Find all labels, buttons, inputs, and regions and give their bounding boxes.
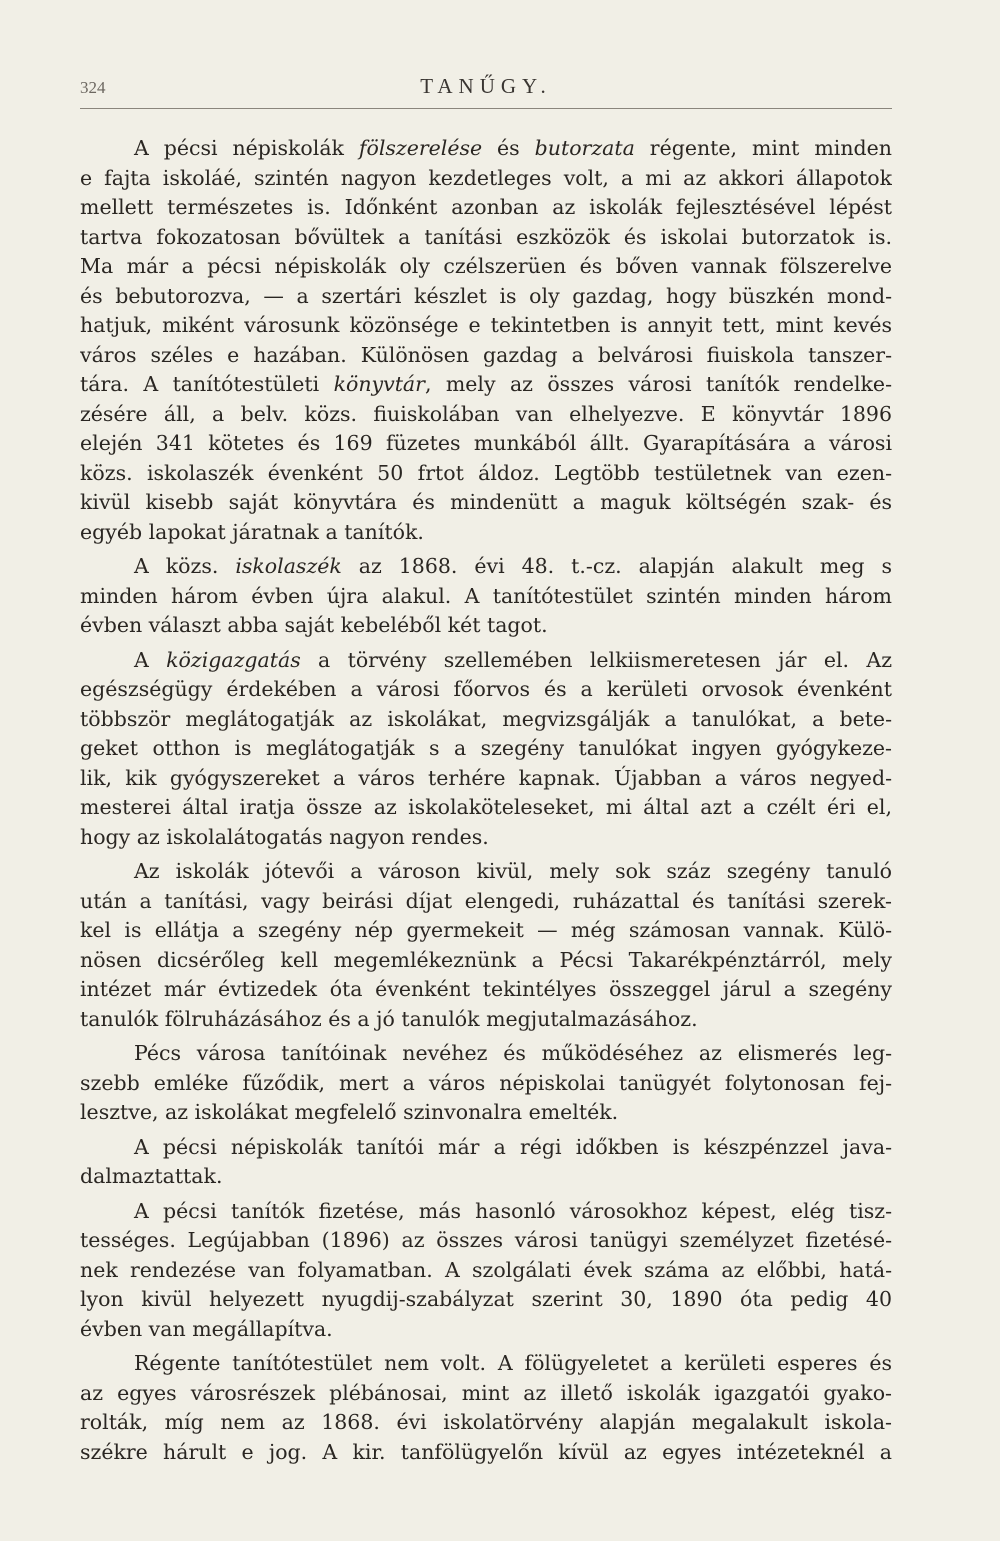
text-run: kivül kisebb saját könyvtára és mindenütt a maguk költségén szak- és [80, 490, 892, 514]
text-run: kel is ellátja a szegény nép gyermekeit — még számosan vannak. Külö- [80, 918, 892, 942]
text-run: mellett természetes is. Időnként azonban az iskolák fejlesztésével lépést [80, 195, 892, 219]
page-header [80, 70, 892, 109]
text-line [80, 646, 892, 676]
text-run: évben van megállapítva. [80, 1316, 333, 1341]
text-line [80, 734, 892, 764]
emphasized-term: fölszerelése [358, 136, 483, 160]
text-line [80, 1438, 892, 1468]
text-run: elején 341 kötetes és 169 füzetes munkából állt. Gyarapítására a városi [80, 431, 892, 455]
text-run: évben választ abba saját kebeléből két tagot. [80, 613, 548, 637]
text-line [80, 341, 892, 371]
text-line [80, 1039, 892, 1069]
emphasized-term: iskolaszék [235, 554, 342, 578]
text-line [80, 823, 892, 853]
text-run: régente, mint minden [634, 136, 892, 160]
text-line [80, 370, 892, 400]
text-run: város széles e hazában. Különösen gazdag a belvárosi fiuiskola tanszer- [80, 342, 892, 367]
text-run: zésére áll, a belv. közs. fiuiskolában van elhelyezve. E könyvtár 1896 [80, 401, 892, 426]
text-line [80, 582, 892, 612]
text-line [80, 1005, 892, 1035]
text-run: és bebutorozva, — a szertári készlet is oly gazdag, hogy büszkén mond- [80, 283, 892, 308]
text-line [80, 1285, 892, 1315]
text-run: tanulók fölruházásához és a jó tanulók megjutalmazásához. [80, 1006, 698, 1031]
text-line [80, 252, 892, 282]
text-run: lik, kik gyógyszereket a város terhére kapnak. Újabban a város negyed- [80, 765, 892, 790]
text-run: dalmaztattak. [80, 1164, 223, 1188]
text-line [80, 552, 892, 582]
text-line [80, 887, 892, 917]
text-run: hogy az iskolalátogatás nagyon rendes. [80, 824, 489, 849]
text-run: nösen dicsérőleg kell megemlékeznünk a Pécsi Takarékpénztárról, mely [80, 947, 892, 972]
text-run: A [134, 647, 167, 672]
text-run: szebb emléke fűződik, mert a város népiskolai tanügyét folytonosan fej- [80, 1070, 892, 1095]
text-line [80, 1098, 892, 1128]
text-run: tára. A tanítótestületi [80, 372, 334, 396]
text-run: , mely az összes városi tanítók rendelke- [424, 372, 892, 396]
text-line [80, 1256, 892, 1286]
text-line [80, 764, 892, 794]
text-run: geket otthon is meglátogatják s a szegény tanulókat ingyen gyógykeze- [80, 736, 892, 760]
text-run: A pécsi népiskolák [134, 136, 359, 160]
text-line [80, 518, 892, 548]
text-run: egyéb lapokat járatnak a tanítók. [80, 519, 424, 544]
text-run: és [482, 136, 535, 160]
text-line [80, 1226, 892, 1256]
text-run: Pécs városa tanítóinak nevéhez és működéséhez az elismerés leg- [134, 1041, 892, 1065]
running-title: TANŰGY. [420, 74, 552, 98]
text-line [80, 429, 892, 459]
text-run: hatjuk, miként városunk közönsége e tekintetben is annyit tett, mint kevés [80, 313, 892, 337]
text-run: rolták, míg nem az 1868. évi iskolatörvény alapján megalakult iskola- [80, 1410, 892, 1434]
text-line [80, 946, 892, 976]
text-line [80, 282, 892, 312]
text-line [80, 1162, 892, 1192]
text-line [80, 793, 892, 823]
text-line [80, 1408, 892, 1438]
text-run: Az iskolák jótevői a városon kivül, mely sok száz szegény tanuló [134, 859, 892, 883]
text-line [80, 1069, 892, 1099]
text-line [80, 459, 892, 489]
emphasized-term: könyvtár [333, 372, 425, 396]
text-run: székre hárult e jog. A kir. tanfölügyelőn kívül az egyes intézeteknél a [80, 1439, 892, 1464]
text-run: Ma már a pécsi népiskolák oly czélszerüen és bőven vannak fölszerelve [80, 254, 892, 278]
text-line [80, 1349, 892, 1379]
text-run: minden három évben újra alakul. A tanítótestület szintén minden három [80, 583, 892, 608]
text-run: után a tanítási, vagy beirási díjat elengedi, ruházattal és tanítási szerek- [80, 888, 892, 913]
body-text [80, 134, 892, 1467]
text-line [80, 975, 892, 1005]
text-line [80, 705, 892, 735]
page-number: 324 [80, 78, 106, 97]
text-run: nek rendezése van folyamatban. A szolgálati évek száma az előbbi, hatá- [80, 1257, 892, 1282]
text-run: tartva fokozatosan bővültek a tanítási eszközök és iskolai butorzatok is. [80, 224, 892, 249]
text-line [80, 1197, 892, 1227]
text-run: lyon kivül helyezett nyugdij-szabályzat szerint 30, 1890 óta pedig 40 [80, 1287, 892, 1311]
text-run: A pécsi népiskolák tanítói már a régi időkben is készpénzzel java- [134, 1134, 892, 1159]
text-run: lesztve, az iskolákat megfelelő szinvonalra emelték. [80, 1100, 619, 1124]
text-run: közs. iskolaszék évenként 50 frtot áldoz. Legtöbb testületnek van ezen- [80, 460, 892, 485]
text-line [80, 488, 892, 518]
text-run: többször meglátogatják az iskolákat, megvizsgálják a tanulókat, a bete- [80, 706, 892, 731]
text-line [80, 164, 892, 194]
text-run: a törvény szellemében lelkiismeretesen jár el. Az [300, 647, 892, 672]
emphasized-term: butorzata [534, 136, 635, 160]
text-line [80, 611, 892, 641]
text-run: tességes. Legújabban (1896) az összes városi tanügyi személyzet fizetésé- [80, 1228, 892, 1252]
text-line [80, 193, 892, 223]
text-run: Régente tanítótestület nem volt. A fölügyeletet a kerületi esperes és [134, 1351, 892, 1375]
text-run: mesterei által iratja össze az iskolaköteleseket, mi által azt a czélt éri el, [80, 795, 892, 819]
text-line [80, 857, 892, 887]
text-line [80, 1133, 892, 1163]
emphasized-term: közigazgatás [166, 647, 301, 672]
text-line [80, 1315, 892, 1345]
text-line [80, 675, 892, 705]
text-run: intézet már évtizedek óta évenként tekintélyes összeggel járul a szegény [80, 977, 892, 1001]
text-line [80, 916, 892, 946]
text-run: A pécsi tanítók fizetése, más hasonló városokhoz képest, elég tisz- [134, 1198, 892, 1223]
text-run: az egyes városrészek plébánosai, mint az illető iskolák igazgatói gyako- [80, 1380, 892, 1405]
text-run: az 1868. évi 48. t.-cz. alapján alakult meg s [341, 554, 892, 578]
text-line [80, 134, 892, 164]
text-line [80, 311, 892, 341]
text-run: egészségügy érdekében a városi főorvos és a kerületi orvosok évenként [80, 677, 892, 701]
text-line [80, 223, 892, 253]
text-line [80, 400, 892, 430]
text-run: e fajta iskoláé, szintén nagyon kezdetleges volt, a mi az akkori állapotok [80, 165, 892, 190]
text-line [80, 1379, 892, 1409]
text-run: A közs. [134, 554, 236, 578]
